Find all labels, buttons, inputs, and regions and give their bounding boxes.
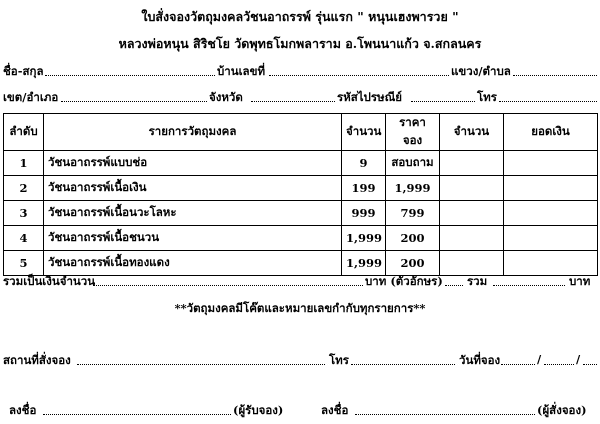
sign1-label: ลงชื่อ [9, 403, 37, 417]
row-total-cell[interactable] [504, 176, 598, 201]
house-no-label: บ้านเลขที่ [217, 64, 266, 78]
col-header-item: รายการวัตถุมงคล [44, 114, 342, 151]
row-price: 200 [386, 226, 440, 251]
footer-phone-field[interactable] [351, 352, 455, 365]
postcode-label: รหัสไปรษณีย์ [337, 90, 403, 104]
name-field[interactable] [45, 63, 215, 76]
col-header-no: ลำดับ [4, 114, 44, 151]
receiver-signature-field[interactable] [43, 402, 231, 415]
col-header-total: ยอดเงิน [504, 114, 598, 151]
row-item: วัชนอาถรรพ์เนื้อทองแดง [44, 251, 342, 276]
table-row [4, 226, 598, 251]
province-label: จังหวัด [209, 90, 243, 104]
items-table [3, 113, 598, 276]
form-subtitle: หลวงพ่อหนุน สิริชโย วัดพุทธโมกพลาราม อ.โพนนาแก้ว จ.สกลนคร [118, 36, 482, 51]
row-total-cell[interactable] [504, 251, 598, 276]
col-header-qty: จำนวน [440, 114, 504, 151]
row-stock: 1,999 [342, 226, 386, 251]
date-sep-2: / [576, 352, 581, 366]
date-month-field[interactable] [544, 352, 574, 365]
sign2-label: ลงชื่อ [321, 403, 349, 417]
baht-text-label: บาท (ตัวอักษร) [365, 274, 443, 288]
address-row-1 [3, 63, 597, 79]
row-item: วัชนอาถรรพ์เนื้อชนวน [44, 226, 342, 251]
date-sep-1: / [537, 352, 542, 366]
table-row [4, 251, 598, 276]
row-no: 3 [4, 201, 44, 226]
table-row [4, 151, 598, 176]
row-stock: 1,999 [342, 251, 386, 276]
row-qty-cell[interactable] [440, 201, 504, 226]
subdistrict-label: แขวง/ตำบล [451, 64, 511, 78]
table-header-row [4, 114, 598, 151]
row-item: วัชนอาถรรพ์เนื้อนวะโลหะ [44, 201, 342, 226]
baht-text-dots [445, 273, 463, 286]
row-qty-cell[interactable] [440, 251, 504, 276]
name-label: ชื่อ-สกุล [3, 64, 44, 78]
row-qty-cell[interactable] [440, 226, 504, 251]
row-item: วัชนอาถรรพ์เนื้อเงิน [44, 176, 342, 201]
orderer-signature-field[interactable] [355, 402, 535, 415]
row-stock: 199 [342, 176, 386, 201]
date-label: วันที่จอง [459, 353, 501, 367]
row-stock: 9 [342, 151, 386, 176]
row-stock: 999 [342, 201, 386, 226]
address-row-2 [3, 89, 597, 105]
items-note: **วัตถุมงคลมีโค๊ตและหมายเลขกำกับทุกรายการ** [174, 301, 426, 315]
house-no-field[interactable] [269, 63, 449, 76]
phone-label: โทร [477, 90, 497, 104]
phone-field[interactable] [499, 89, 597, 102]
total-text-label: รวมเป็นเงินจำนวน [3, 274, 96, 288]
place-field[interactable] [77, 352, 325, 365]
date-year-field[interactable] [583, 352, 597, 365]
row-no: 5 [4, 251, 44, 276]
table-row [4, 176, 598, 201]
place-label: สถานที่สั่งจอง [3, 353, 71, 367]
row-price: 200 [386, 251, 440, 276]
total-text-field[interactable] [93, 273, 363, 286]
total-amount-field[interactable] [493, 273, 565, 286]
district-label: เขต/อำเภอ [3, 90, 59, 104]
row-no: 4 [4, 226, 44, 251]
place-row [3, 352, 597, 368]
date-day-field[interactable] [501, 352, 535, 365]
orderer-label: (ผู้สั่งจอง) [537, 403, 587, 417]
row-total-cell[interactable] [504, 201, 598, 226]
col-header-stock: จำนวน [342, 114, 386, 151]
row-total-cell[interactable] [504, 226, 598, 251]
col-header-price: ราคาจอง [386, 114, 440, 151]
baht-label: บาท [569, 274, 591, 288]
row-price: 1,999 [386, 176, 440, 201]
province-field[interactable] [251, 89, 335, 102]
row-no: 1 [4, 151, 44, 176]
summary-row [3, 273, 597, 289]
row-item: วัชนอาถรรพ์แบบช่อ [44, 151, 342, 176]
form-title: ใบสั่งจองวัตถุมงคลวัชนอาถรรพ์ รุ่นแรก " หนุนเฮงพารวย " [141, 9, 459, 24]
row-total-cell[interactable] [504, 151, 598, 176]
table-row [4, 201, 598, 226]
receiver-label: (ผู้รับจอง) [233, 403, 284, 417]
row-price: สอบถาม [386, 151, 440, 176]
postcode-field[interactable] [411, 89, 475, 102]
district-field[interactable] [61, 89, 207, 102]
total-label: รวม [467, 274, 488, 288]
row-price: 799 [386, 201, 440, 226]
row-qty-cell[interactable] [440, 176, 504, 201]
signature-row [3, 402, 597, 418]
footer-phone-label: โทร [329, 353, 349, 367]
row-qty-cell[interactable] [440, 151, 504, 176]
row-no: 2 [4, 176, 44, 201]
subdistrict-field[interactable] [513, 63, 597, 76]
